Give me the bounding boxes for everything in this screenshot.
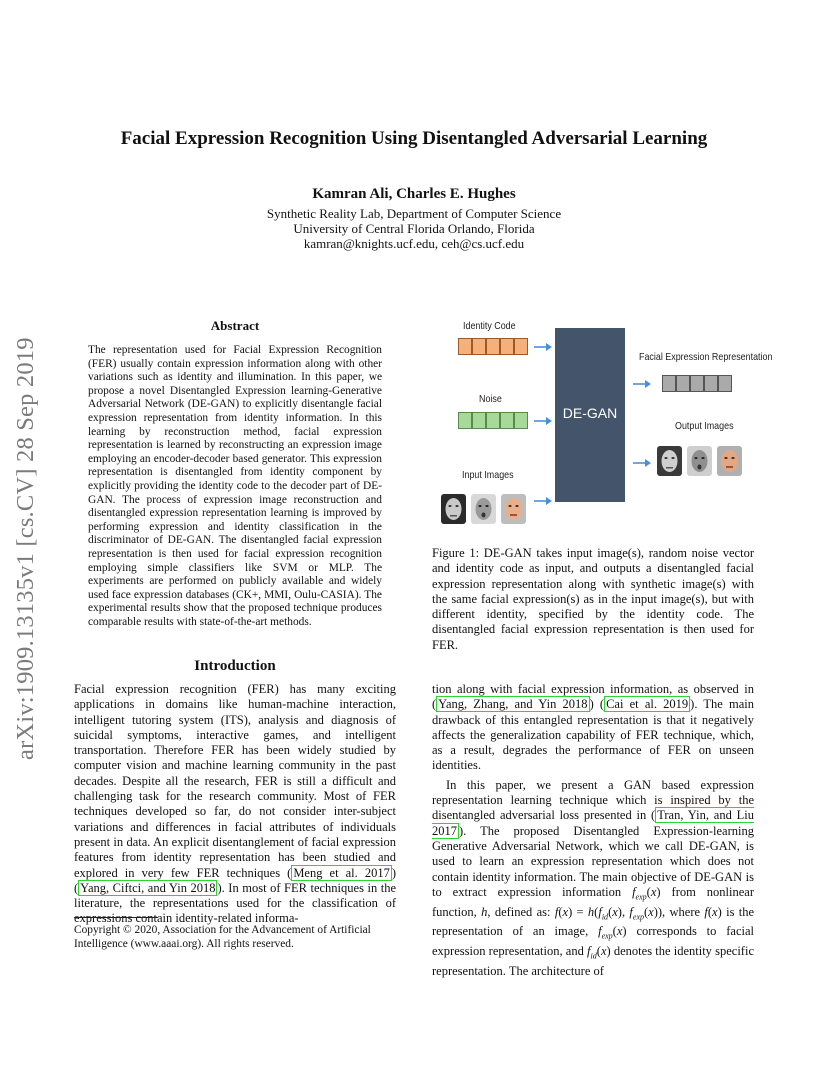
affiliation-emails: kamran@knights.ucf.edu, ceh@cs.ucf.edu: [303, 236, 525, 251]
vector-cell: [514, 338, 528, 355]
introduction-heading: Introduction: [194, 658, 276, 674]
input-images: [441, 494, 526, 524]
face-image: [441, 494, 466, 524]
intro-text: In this paper, we present a GAN based expression representation learning technique which is inspired by the disentangled adversarial loss presented in (: [432, 777, 754, 823]
facial-expression-representation-label: Facial Expression Representation: [639, 351, 773, 363]
vector-cell: [514, 412, 528, 429]
face-image: [687, 446, 712, 476]
arrow-icon: [534, 342, 552, 352]
arrow-icon: [633, 379, 651, 389]
paper-title: Facial Expression Recognition Using Disentangled Adversarial Learning: [120, 128, 708, 149]
expression-representation-vector: [662, 375, 732, 392]
face-image: [471, 494, 496, 524]
vector-cell: [500, 412, 514, 429]
vector-cell: [458, 412, 472, 429]
intro-text: denotes the identity specific representation. The architecture of: [432, 944, 754, 979]
vector-cell: [500, 338, 514, 355]
vector-cell: [718, 375, 732, 392]
intro-text: ). The proposed Disentangled Expression-learning Generative Adversarial Network, which we call DE-GAN, is used to learn an expression representation which does not contain identity information. The main objective of DE-GAN is to extract expression information: [432, 823, 754, 899]
vector-cell: [486, 338, 500, 355]
affiliation-lab: Synthetic Reality Lab, Department of Computer Science: [266, 206, 562, 221]
abstract-text: The representation used for Facial Expression Recognition (FER) usually contain expression information along with other variations such as identity and illumination. In this paper, we propose a novel Disentangled Expression learning-Generative Adversarial Network (DE-GAN) to explicitly disentangle facial expression representation from identity information. In this learning by reconstruction method, facial expression representation is learned by reconstructing an expression image employing an encoder-decoder based generator. This expression representation is disentangled from identity component by explicitly providing the identity code to the decoder part of DE-GAN. The process of expression image reconstruction and disentangled expression representation learning is improved by performing expression and identity classification in the discriminator of DE-GAN. The disentangled facial expression representation is then used for facial expression recognition employing simple classifiers like SVM or MLP. The experiments are performed on publicly available and widely used face expression databases (CK+, MMI, Oulu-CASIA). The experimental results show that the proposed technique produces comparable results with state-of-the-art methods.: [88, 344, 382, 628]
intro-text: from nonlinear function,: [432, 884, 754, 919]
intro-text: ). In most of FER techniques in the literature, the representations used for the classification of expressions contain identity-related informa-: [74, 880, 396, 926]
intro-text: ). The main drawback of this entangled representation is that it negatively affects the generalization capability of FER technique, which, as a result, degrades the performance of FER on unseen identities.: [432, 697, 755, 773]
citation-link[interactable]: Yang, Zhang, and Yin 2018: [438, 697, 588, 712]
citation-link[interactable]: Yang, Ciftci, and Yin 2018: [80, 880, 216, 895]
arrow-icon: [534, 496, 552, 506]
identity-code-label: Identity Code: [463, 320, 516, 332]
abstract-heading: Abstract: [210, 318, 260, 333]
vector-cell: [472, 338, 486, 355]
noise-vector: [458, 412, 528, 429]
math-f-id: $f_{id}(x)$: [587, 944, 611, 961]
paper-authors: Kamran Ali, Charles E. Hughes: [312, 186, 516, 202]
math-f-exp: $f_{exp}(x)$: [632, 884, 661, 902]
input-images-label: Input Images: [462, 469, 514, 481]
face-image: [657, 446, 682, 476]
figure-1-caption: Figure 1: DE-GAN takes input image(s), random noise vector and identity code as input, and outputs a disentangled facial expression representation along with synthetic image(s) with the same facial expression(s) as in the input image(s), but with different identity, specified by the identity code. The disentangled facial expression representation is then used for FER.: [432, 546, 754, 652]
vector-cell: [690, 375, 704, 392]
citation-link[interactable]: Cai et al. 2019: [606, 697, 689, 712]
face-image: [717, 446, 742, 476]
intro-text: tion along with facial expression information, as observed in (: [432, 682, 754, 712]
intro-text: Facial expression recognition (FER) has many exciting applications in domains like human-machine interaction, intelligent tutoring system (ITS), analysis and diagnosis of suicidal symptoms, interactive games, and intelligent transportation. Therefore FER has been widely studied by computer vision and machine learning community in the past decades. Despite all the research, FER is still a difficult and challenging task for the research community. Most of FER techniques developed so far, do not consider inter-subject variations and differences in facial attributes of individuals present in data. An explicit disentanglement of facial expression features from identity representation has been studied and explored in very few FER techniques (: [74, 682, 396, 880]
output-images-label: Output Images: [675, 420, 734, 432]
vector-cell: [472, 412, 486, 429]
intro-text: where: [669, 904, 701, 919]
math-h: h: [481, 904, 488, 919]
intro-paragraph-1-continued: [432, 682, 754, 774]
vector-cell: [676, 375, 690, 392]
affiliation-university: University of Central Florida Orlando, Florida: [293, 221, 535, 236]
vector-cell: [458, 338, 472, 355]
math-f-x: f(x): [704, 904, 722, 919]
copyright-footnote: Copyright © 2020, Association for the Advancement of Artificial Intelligence (www.aaai.org). All rights reserved.: [74, 924, 371, 950]
intro-text: ) (: [589, 697, 605, 712]
footnote-rule: [74, 917, 158, 918]
intro-text: is the representation of an image,: [432, 904, 755, 939]
de-gan-label: DE-GAN: [562, 405, 618, 421]
noise-label: Noise: [479, 393, 502, 405]
arxiv-stamp: arXiv:1909.13135v1 [cs.CV] 28 Sep 2019: [12, 337, 39, 760]
intro-text: corresponds to facial expression representation, and: [432, 924, 755, 959]
intro-text: , defined as:: [487, 904, 551, 919]
output-images: [657, 446, 742, 476]
math-equation: $f(x) = h(f_{id}(x)$, $f_{exp}(x)$),: [554, 904, 666, 922]
intro-text: ) (: [74, 865, 396, 895]
introduction-right-column: [432, 682, 754, 979]
math-f-exp: $f_{exp}(x)$: [598, 924, 627, 941]
citation-link[interactable]: Tran, Yin, and Liu 2017: [432, 808, 754, 838]
intro-paragraph-2: [432, 778, 754, 980]
vector-cell: [486, 412, 500, 429]
arrow-icon: [633, 458, 651, 468]
identity-code-vector: [458, 338, 528, 355]
vector-cell: [704, 375, 718, 392]
introduction-left-column: [74, 682, 396, 927]
arrow-icon: [534, 416, 552, 426]
face-image: [501, 494, 526, 524]
citation-link[interactable]: Meng et al. 2017: [293, 865, 390, 880]
vector-cell: [662, 375, 676, 392]
